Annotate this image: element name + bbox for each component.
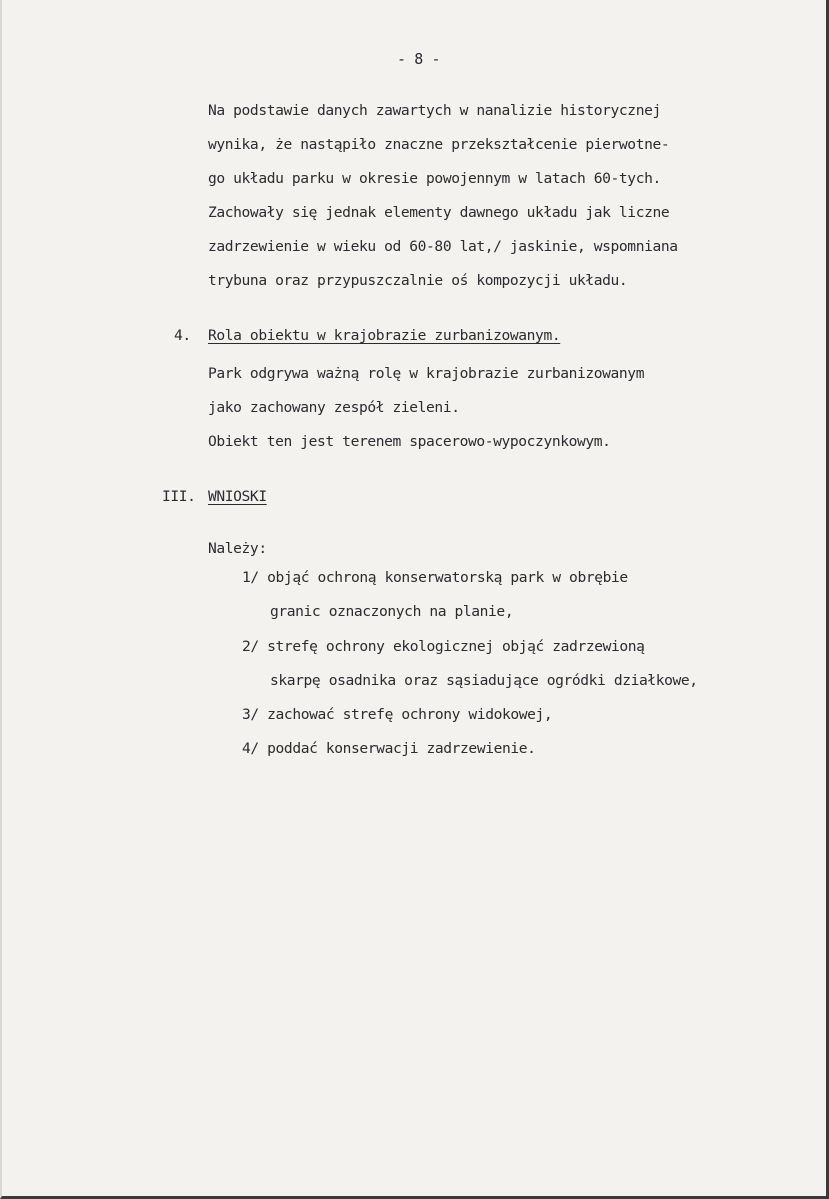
section-4-line-1: Park odgrywa ważną rolę w krajobrazie zurbanizowanym [208, 365, 645, 382]
conclusion-item-1: 1/ objąć ochroną konserwatorską park w obrębie [242, 569, 628, 586]
section-4-number: 4. [174, 327, 191, 344]
intro-line-1: Na podstawie danych zawartych w nanalizie historycznej [208, 102, 661, 119]
intro-line-2: wynika, że nastąpiło znaczne przekształcenie pierwotne- [208, 136, 670, 153]
intro-line-3: go układu parku w okresie powojennym w latach 60-tych. [208, 170, 661, 187]
section-III-number: III. [162, 488, 196, 505]
page-number: - 8 - [397, 50, 441, 68]
intro-line-5: zadrzewienie w wieku od 60-80 lat,/ jaskinie, wspomniana [208, 238, 678, 255]
conclusion-item-2-cont: skarpę osadnika oraz sąsiadujące ogródki działkowe, [270, 672, 698, 689]
section-III-heading: WNIOSKI [208, 488, 267, 505]
section-III-lead: Należy: [208, 540, 267, 557]
conclusion-item-2: 2/ strefę ochrony ekologicznej objąć zadrzewioną [242, 638, 645, 655]
conclusion-item-3: 3/ zachować strefę ochrony widokowej, [242, 706, 553, 723]
section-4-heading: Rola obiektu w krajobrazie zurbanizowanym. [208, 327, 561, 344]
intro-line-4: Zachowały się jednak elementy dawnego układu jak liczne [208, 204, 670, 221]
section-4-line-2: jako zachowany zespół zieleni. [208, 399, 460, 416]
section-4-line-3: Obiekt ten jest terenem spacerowo-wypoczynkowym. [208, 433, 611, 450]
conclusion-item-4: 4/ poddać konserwacji zadrzewienie. [242, 740, 536, 757]
conclusion-item-1-cont: granic oznaczonych na planie, [270, 603, 514, 620]
intro-line-6: trybuna oraz przypuszczalnie oś kompozycji układu. [208, 272, 628, 289]
